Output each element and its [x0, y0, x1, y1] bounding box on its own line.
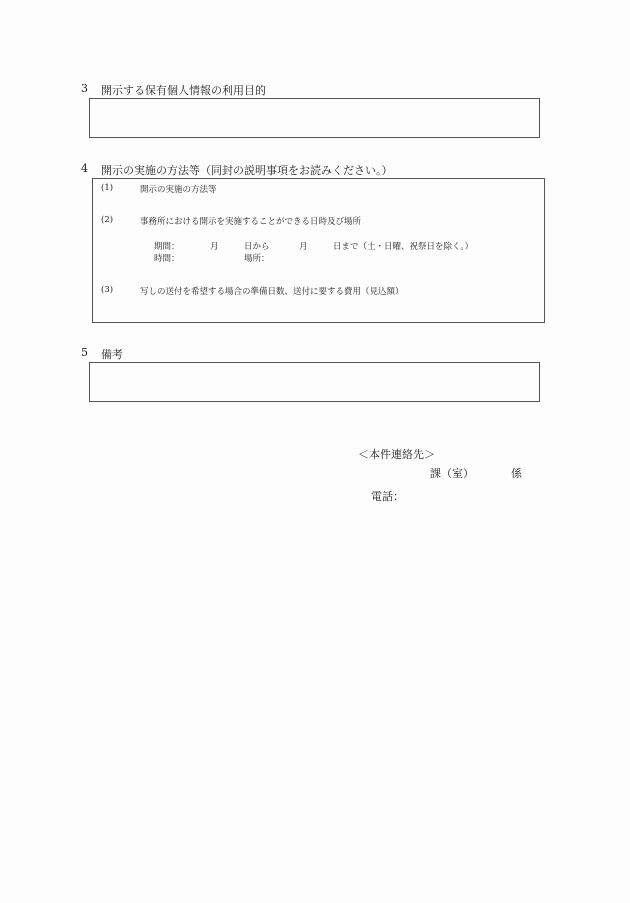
section-4-title: 開示の実施の方法等（同封の説明事項をお読みください。） — [101, 164, 393, 177]
section-3-number: 3 — [81, 82, 88, 95]
item-2-label: 事務所における開示を実施することができる日時及び場所 — [140, 217, 362, 227]
time-label: 時間： — [154, 254, 180, 264]
item-2-number: (2) — [101, 215, 114, 225]
remarks-box[interactable] — [89, 362, 540, 402]
period-month-until: 月 — [299, 242, 308, 252]
section-5-title: 備考 — [101, 348, 123, 361]
contact-section-label: 課（室） — [430, 467, 474, 480]
period-day-until: 日まで（土・日曜、祝祭日を除く。） — [333, 242, 474, 252]
contact-phone-label: 電話： — [371, 490, 404, 503]
period-day-from: 日から — [244, 242, 270, 252]
period-month-from: 月 — [210, 242, 219, 252]
item-3-label: 写しの送付を希望する場合の準備日数、送付に要する費用（見込額） — [140, 287, 404, 297]
period-label: 期間： — [154, 242, 180, 252]
item-3-number: (3) — [101, 285, 114, 295]
section-5-number: 5 — [81, 346, 88, 359]
section-3-answer-box[interactable] — [89, 98, 540, 138]
section-3-title: 開示する保有個人情報の利用目的 — [101, 84, 266, 97]
contact-unit-label: 係 — [511, 467, 522, 480]
item-1-label: 開示の実施の方法等 — [140, 185, 217, 195]
place-label: 場所： — [244, 254, 270, 264]
item-1-number: (1) — [101, 183, 114, 193]
contact-heading: ＜本件連絡先＞ — [358, 448, 435, 461]
section-4-number: 4 — [81, 162, 88, 175]
